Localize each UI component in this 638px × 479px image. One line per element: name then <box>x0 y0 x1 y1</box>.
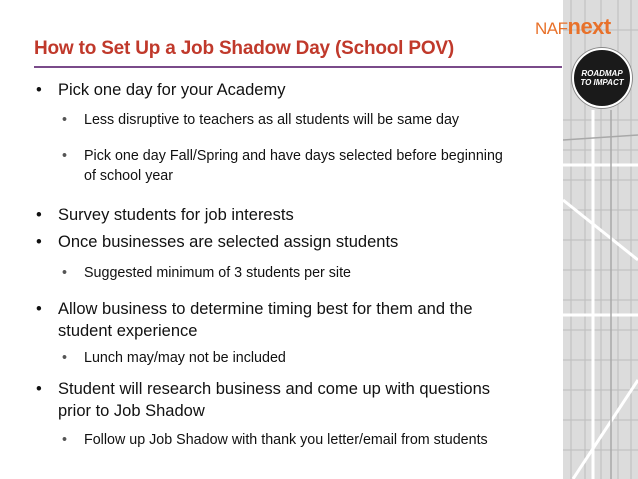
bullet-dot: • <box>36 300 42 318</box>
bullet-l1 <box>36 378 490 422</box>
bullet-text: Lunch may/may not be included <box>84 350 286 366</box>
roadmap-to-impact-badge <box>572 48 632 108</box>
bullet-l1 <box>36 204 294 226</box>
bullet-l2 <box>62 263 352 283</box>
bullet-text: Once businesses are selected assign students <box>58 233 399 251</box>
bullet-text-line-2: prior to Job Shadow <box>58 402 205 420</box>
bullet-text-line-2: of school year <box>84 168 174 184</box>
bullet-text: Survey students for job interests <box>58 206 294 224</box>
logo-next-text: next <box>567 14 611 39</box>
bullet-dot: • <box>62 112 68 128</box>
bullet-l2 <box>62 146 503 186</box>
bullet-l2 <box>62 430 488 450</box>
bullet-l1 <box>36 231 399 253</box>
logo-naf-text: NAF <box>535 19 568 38</box>
bullet-text: Less disruptive to teachers as all students will be same day <box>84 112 460 128</box>
badge-line-1: ROADMAP <box>581 69 623 78</box>
bullet-text: Suggested minimum of 3 students per site <box>84 265 352 281</box>
bullet-text-line-1: Pick one day Fall/Spring and have days selected before beginning <box>84 148 503 164</box>
bullet-dot: • <box>36 81 42 99</box>
bullet-text-line-1: Allow business to determine timing best for them and the <box>58 300 473 318</box>
bullet-dot: • <box>36 380 42 398</box>
bullet-dot: • <box>62 265 68 281</box>
bullet-dot: • <box>36 206 42 224</box>
naf-next-logo <box>535 14 611 38</box>
slide-title: How to Set Up a Job Shadow Day (School POV) <box>34 38 454 59</box>
bullet-dot: • <box>62 432 68 448</box>
bullet-dot: • <box>62 350 68 366</box>
title-divider <box>34 66 562 68</box>
bullet-dot: • <box>36 233 42 251</box>
bullet-l1 <box>36 79 286 101</box>
bullet-l1 <box>36 298 473 342</box>
bullet-text-line-2: student experience <box>58 322 198 340</box>
bullet-l2 <box>62 110 460 130</box>
bullet-text: Follow up Job Shadow with thank you letter/email from students <box>84 432 488 448</box>
badge-line-2: TO IMPACT <box>580 78 624 87</box>
bullet-text-line-1: Student will research business and come up with questions <box>58 380 490 398</box>
bullet-text: Pick one day for your Academy <box>58 81 286 99</box>
bullet-l2 <box>62 348 286 368</box>
bullet-dot: • <box>62 148 68 164</box>
